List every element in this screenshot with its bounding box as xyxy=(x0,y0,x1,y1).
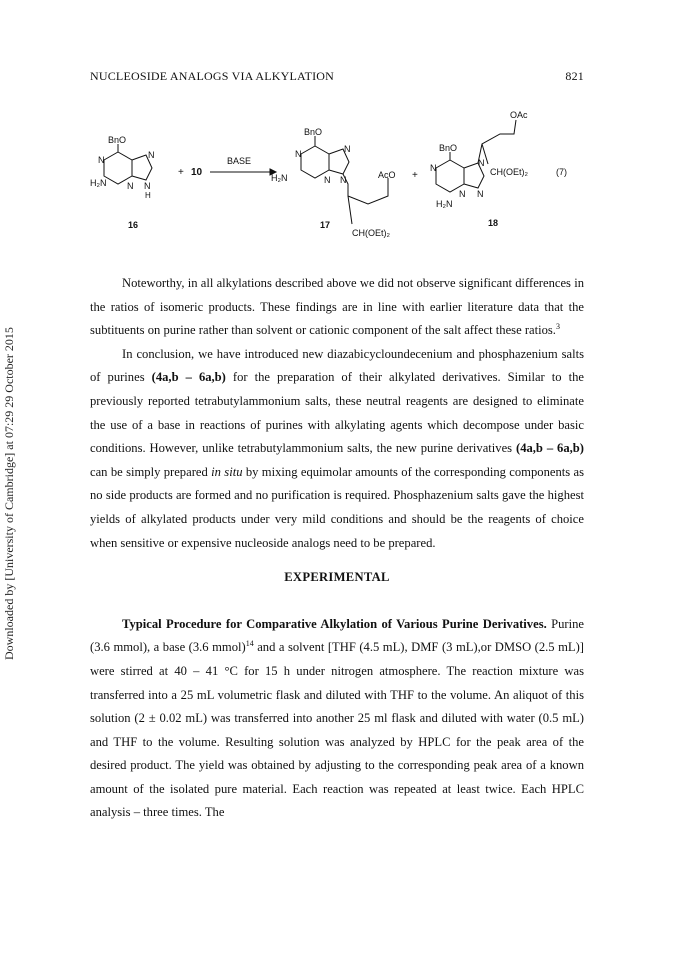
procedure-title: Typical Procedure for Comparative Alkylation of Various Purine Derivatives. xyxy=(122,616,547,631)
conclusion-text-3: can be simply prepared xyxy=(90,464,212,479)
c16-n2: N xyxy=(148,150,155,160)
body-text xyxy=(90,272,584,825)
c18-h2n: H₂N xyxy=(436,199,453,209)
download-watermark xyxy=(2,300,16,660)
c16-h2n: H₂N xyxy=(90,178,107,188)
c16-bno: BnO xyxy=(108,135,127,145)
c18-six-ring xyxy=(436,160,464,192)
c16-n4: N xyxy=(144,181,151,191)
c16-n1: N xyxy=(98,155,105,165)
c18-n1: N xyxy=(430,163,437,173)
c18-side-chain xyxy=(478,120,516,163)
in-situ: in situ xyxy=(211,464,243,479)
base-label: BASE xyxy=(227,156,252,166)
reference-3: 3 xyxy=(555,322,560,332)
c17-n1: N xyxy=(295,149,302,159)
download-watermark-text: Downloaded by [University of Cambridge] at 07:29 29 October 2015 xyxy=(2,327,16,660)
paragraph-procedure xyxy=(90,613,584,825)
c18-bno: BnO xyxy=(439,143,458,153)
c17-bno: BnO xyxy=(304,127,323,137)
equation-number: (7) xyxy=(556,167,567,177)
c17-aco: AcO xyxy=(378,170,396,180)
c18-n4: N xyxy=(477,189,484,199)
compound-range-2: (4a,b – 6a,b) xyxy=(516,441,584,456)
c16-h: H xyxy=(145,191,151,200)
c18-n2: N xyxy=(478,158,485,168)
c17-six-ring xyxy=(301,146,329,178)
paragraph-conclusion xyxy=(90,343,584,555)
c18-ch-oet: CH(OEt)₂ xyxy=(490,167,528,177)
c17-n2: N xyxy=(344,144,351,154)
page-number: 821 xyxy=(565,69,584,83)
reference-14: 14 xyxy=(245,639,254,649)
c16-label: 16 xyxy=(128,220,139,230)
plus-2: + xyxy=(412,170,418,181)
reactant-10: 10 xyxy=(191,167,203,178)
c17-label: 17 xyxy=(320,220,331,230)
c18-label: 18 xyxy=(488,218,499,228)
plus-1: + xyxy=(178,167,184,178)
conclusion-text-2: for the preparation of their alkylated derivatives. Similar to the previously reported tetrabutylammonium salts, these neutral reagents are designed to eliminate the use of a base in reactions of purines with alkylating agents which decompose under basic conditions. However, unlike tetrabutylammonium salts, the new purine derivatives xyxy=(90,370,584,456)
procedure-text-1: Purine (3.6 mmol), a base (3.6 mmol) xyxy=(90,616,584,655)
c16-six-ring xyxy=(104,152,132,184)
procedure-text-2: and a solvent [THF (4.5 mL), DMF (3 mL),or DMSO (2.5 mL)] were stirred at 40 – 41 °C for 15 h under nitrogen atmosphere. The reaction mixture was transferred into a 25 mL volumetric flask and diluted with THF to the volume. An aliquot of this solution (2 ± 0.02 mL) was transferred into another 25 ml flask and diluted with water (0.5 mL) and THF to the volume. Resulting solution was analyzed by HPLC for the peak area of the desired product. The yield was obtained by adjusting to the corresponding peak area of a known amount of the isolated pure material. Each reaction was repeated at least twice. Each HPLC analysis – three times. The xyxy=(90,640,584,820)
running-title: NUCLEOSIDE ANALOGS VIA ALKYLATION xyxy=(90,69,335,83)
c17-chain-bond xyxy=(348,196,352,224)
conclusion-text-4: by mixing equimolar amounts of the corresponding components as no side products are formed and no purification is required. Phosphazenium salts gave the highest yields of alkylated products under very mild conditions and should be the reagents of choice when sensitive or expensive nucleoside analogs need to be prepared. xyxy=(90,464,585,550)
section-heading-experimental: EXPERIMENTAL xyxy=(284,570,390,585)
c18-n3: N xyxy=(459,189,466,199)
conclusion-text-1: In conclusion, we have introduced new diazabicycloundecenium and phosphazenium salts of purines xyxy=(90,346,584,385)
reaction-scheme xyxy=(90,100,584,265)
paragraph-noteworthy xyxy=(90,272,584,343)
reaction-scheme-drawing xyxy=(90,100,584,265)
c18-oac: OAc xyxy=(510,110,528,120)
paragraph-noteworthy-text: Noteworthy, in all alkylations described above we did not observe significant differences in the ratios of isomeric products. These findings are in line with earlier literature data that the subtituents on purine rather than solvent or cationic component of the salt affect these ratios. xyxy=(90,276,584,338)
c17-h2n: H₂N xyxy=(271,173,288,183)
compound-range-1: (4a,b – 6a,b) xyxy=(151,370,226,385)
c17-n3: N xyxy=(324,175,331,185)
c17-n4: N xyxy=(340,175,347,185)
c16-n3: N xyxy=(127,181,134,191)
c17-ch-oet: CH(OEt)₂ xyxy=(352,228,390,238)
